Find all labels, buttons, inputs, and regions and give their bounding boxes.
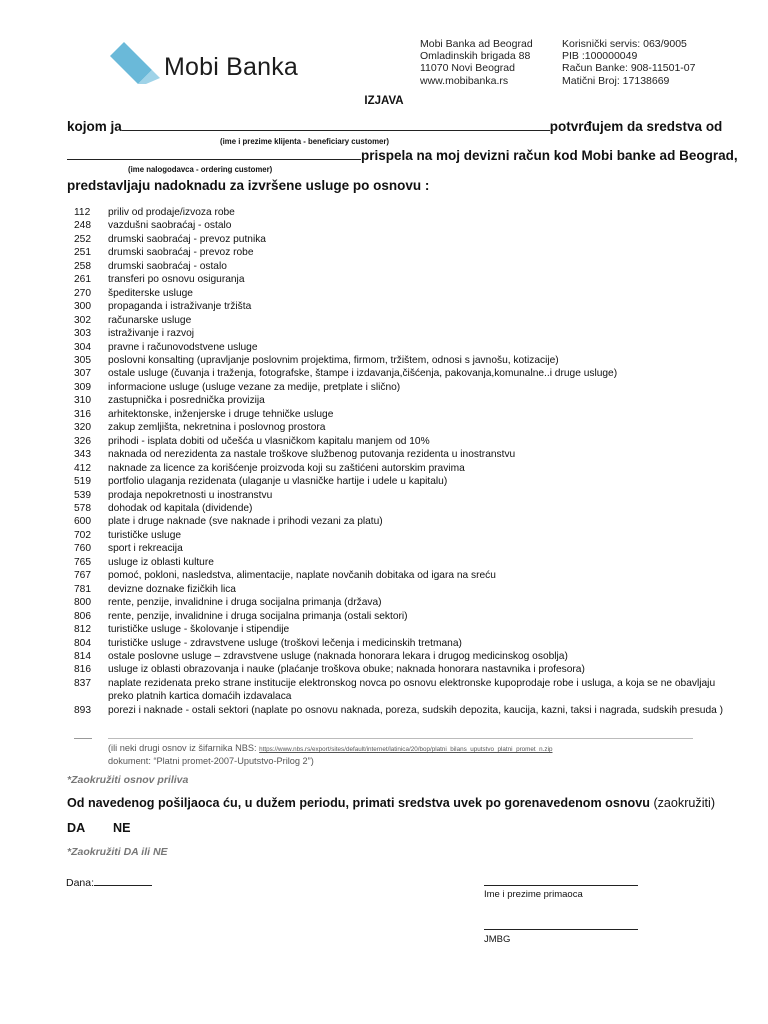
form-line-3: predstavljaju nadoknadu za izvršene usluge po osnovu : [67,178,430,193]
code-row [74,556,728,569]
form-line-2 [67,147,738,163]
code-number: 519 [74,476,91,488]
code-row [74,515,728,528]
bank-info [420,38,533,87]
bank-name: Mobi Banka ad Beograd [420,38,533,50]
code-row [74,637,728,650]
code-number: 251 [74,247,91,259]
code-number: 781 [74,583,91,595]
code-row [74,502,728,515]
statement-suffix: (zaokružiti) [653,796,716,810]
date-row [66,875,152,889]
code-number: 112 [74,207,91,218]
separator-dash [74,738,92,739]
code-description: zakup zemljišta, nekretnina i poslovnog prostora [108,422,326,434]
pib: PIB :100000049 [562,50,638,63]
code-row [74,596,728,609]
code-row [74,367,728,380]
code-description: poslovni konsalting (upravljanje poslovnim projektima, firmom, tržištem, odnosi s javnošu, kotizacije) [108,354,559,366]
code-number: 326 [74,435,91,447]
code-row [74,408,728,421]
bank-website: www.mobibanka.rs [420,74,509,87]
statement [67,796,715,810]
code-row [74,260,728,273]
code-row [74,663,728,676]
page-title: IZJAVA [364,95,404,107]
registration-number: Matični Broj: 17138669 [562,74,670,87]
code-number: 270 [74,287,91,299]
code-number: 316 [74,408,91,420]
code-number: 307 [74,368,91,380]
code-number: 300 [74,301,91,313]
code-number: 837 [74,677,91,689]
form-line-1 [67,118,722,134]
code-description: računarske usluge [108,314,192,326]
code-row [74,394,728,407]
code-number: 578 [74,502,91,514]
code-description: drumski saobraćaj - prevoz robe [108,247,254,259]
code-number: 800 [74,597,91,609]
code-description: prodaja nepokretnosti u inostranstvu [108,489,273,501]
code-number: 258 [74,260,91,272]
code-description: turističke usluge [108,529,182,541]
code-row [74,327,728,340]
code-row [74,583,728,596]
code-number: 304 [74,341,91,353]
code-row [74,273,728,286]
ordering-customer-field[interactable] [67,147,361,160]
code-row [74,233,728,246]
code-description: priliv od prodaje/izvoza robe [108,207,235,218]
code-number: 310 [74,395,91,407]
code-description: sport i rekreacija [108,543,183,555]
code-row [74,287,728,300]
nbs-link[interactable]: https://www.nbs.rs/export/sites/default/internet/latinica/20/bop/platni_bilans_uputstvo_platni_promet_n.zip [259,746,553,753]
code-number: 539 [74,489,91,501]
code-row [74,489,728,502]
code-description: transferi po osnovu osiguranja [108,274,245,286]
code-row [74,435,728,448]
beneficiary-name-field[interactable] [122,118,550,131]
code-row [74,704,728,717]
code-description: zastupnička i posrednička provizija [108,395,265,407]
recipient-name-field[interactable] [484,885,638,886]
code-row [74,300,728,313]
code-number: 302 [74,314,91,326]
code-number: 309 [74,381,91,393]
line1-prefix: kojom ja [67,119,122,134]
code-row [74,206,728,219]
date-field[interactable] [94,875,152,886]
code-number: 252 [74,233,91,245]
code-number: 814 [74,650,91,662]
code-number: 816 [74,664,91,676]
code-description: propaganda i istraživanje tržišta [108,301,252,313]
bank-account: Račun Banke: 908-11501-07 [562,62,696,75]
code-description: portfolio ulaganja rezidenata (ulaganje u vlasničke hartije i udele u kapitalu) [108,476,448,488]
code-number: 343 [74,449,91,461]
code-description: pravne i računovodstvene usluge [108,341,258,353]
jmbg-label: JMBG [484,934,511,945]
code-description: devizne doznake fizičkih lica [108,583,236,595]
code-row [74,219,728,232]
code-description: naplate rezidenata preko strane institucije elektronskog novca po osnovu elektronske kupoprodaje robe i usluga, a koja se ne obavljaju preko platnih kartica domaćih izdavalaca [108,677,716,703]
basis-code-list [74,206,728,717]
contact-info [562,38,696,87]
code-number: 600 [74,516,91,528]
code-number: 261 [74,274,91,286]
recipient-name-label: Ime i prezime primaoca [484,889,583,900]
line2-suffix: prispela na moj devizni račun kod Mobi banke ad Beograd, [361,148,738,163]
code-description: ostale usluge (čuvanja i traženja, fotografske, štampe i izdavanja,čišćenja, pakovanja,komunalne..i druge usluge) [108,368,618,380]
circle-yn-note: *Zaokružiti DA ili NE [67,846,168,858]
code-row [74,381,728,394]
code-description: turističke usluge - zdravstvene usluge (troškovi lečenja i medicinskih tretmana) [108,637,462,649]
code-description: špediterske usluge [108,287,193,299]
code-row [74,677,728,704]
logo-mark-icon [108,40,160,84]
code-description: arhitektonske, inženjerske i druge tehničke usluge [108,408,334,420]
code-row [74,341,728,354]
code-description: rente, penzije, invalidnine i druga socijalna primanja (ostali sektori) [108,610,408,622]
code-row [74,650,728,663]
code-number: 760 [74,543,91,555]
code-number: 767 [74,570,91,582]
ordering-customer-hint: (ime nalogodavca - ordering customer) [128,165,273,174]
code-number: 320 [74,422,91,434]
code-description: porezi i naknade - ostali sektori (naplate po osnovu naknada, poreza, sudskih depozita, kaucija, kazni, taksi i nagrada, sudskih presuda ) [108,704,724,716]
logo-text: Mobi Banka [164,53,299,81]
code-row [74,314,728,327]
jmbg-field[interactable] [484,929,638,930]
code-row [74,462,728,475]
code-number: 248 [74,220,91,232]
statement-text: Od navedenog pošiljaoca ću, u dužem periodu, primati sredstva uvek po gorenavedenom osnovu [67,796,650,810]
bank-city: 11070 Novi Beograd [420,62,515,75]
code-number: 702 [74,529,91,541]
nbs-note-prefix: (ili neki drugi osnov iz šifarnika NBS: [108,743,260,753]
code-description: dohodak od kapitala (dividende) [108,502,253,514]
code-row [74,354,728,367]
code-row [74,421,728,434]
code-number: 305 [74,354,91,366]
code-number: 303 [74,328,91,340]
code-row [74,569,728,582]
code-description: plate i druge naknade (sve naknade i prihodi vezani za platu) [108,516,383,528]
separator-rule [108,738,693,739]
code-row [74,542,728,555]
date-label: Dana: [66,877,95,889]
customer-service: Korisnički servis: 063/9005 [562,38,687,50]
code-description: drumski saobraćaj - prevoz putnika [108,233,266,245]
code-number: 812 [74,624,91,636]
code-number: 804 [74,637,91,649]
code-number: 893 [74,704,91,716]
code-description: vazdušni saobraćaj - ostalo [108,220,232,232]
code-number: 412 [74,462,91,474]
code-number: 806 [74,610,91,622]
code-description: informacione usluge (usluge vezane za medije, pretplate i slično) [108,381,401,393]
code-row [74,246,728,259]
circle-basis-note: *Zaokružiti osnov priliva [67,774,189,786]
code-description: usluge iz oblasti obrazovanja i nauke (plaćanje troškova obuke; naknada honorara nastavnika i profesora) [108,664,585,676]
code-row [74,623,728,636]
nbs-note [108,743,552,767]
code-description: turističke usluge - školovanje i stipendije [108,624,290,636]
line1-suffix: potvrđujem da sredstva od [549,119,723,134]
nbs-note-document: dokument: “Platni promet-2007-Uputstvo-Prilog 2”) [108,755,314,766]
bank-street: Omladinskih brigada 88 [420,50,531,63]
code-description: pomoć, pokloni, nasledstva, alimentacije, naplate novčanih dobitaka od igara na sreću [108,570,496,582]
code-description: prihodi - isplata dobiti od učešća u vlasničkom kapitalu manjem od 10% [108,435,430,447]
code-description: istraživanje i razvoj [108,328,195,340]
code-description: ostale poslovne usluge – zdravstvene usluge (naknada honorara lekara i drugog medicinskog osoblja) [108,650,568,662]
code-description: usluge iz oblasti kulture [108,556,214,568]
code-description: rente, penzije, invalidnine i druga socijalna primanja (država) [108,597,382,609]
code-description: drumski saobraćaj - ostalo [108,260,227,272]
no-option[interactable]: NE [113,821,131,835]
code-row [74,529,728,542]
code-row [74,610,728,623]
code-description: naknada od nerezidenta za nastale troškove službenog putovanja rezidenta u inostranstvu [108,449,516,461]
code-description: naknade za licence za korišćenje proizvoda koji su zaštićeni autorskim pravima [108,462,465,474]
code-row [74,448,728,461]
code-number: 765 [74,556,91,568]
code-row [74,475,728,488]
beneficiary-hint: (ime i prezime klijenta - beneficiary customer) [220,137,389,146]
yes-option[interactable]: DA [67,821,86,835]
